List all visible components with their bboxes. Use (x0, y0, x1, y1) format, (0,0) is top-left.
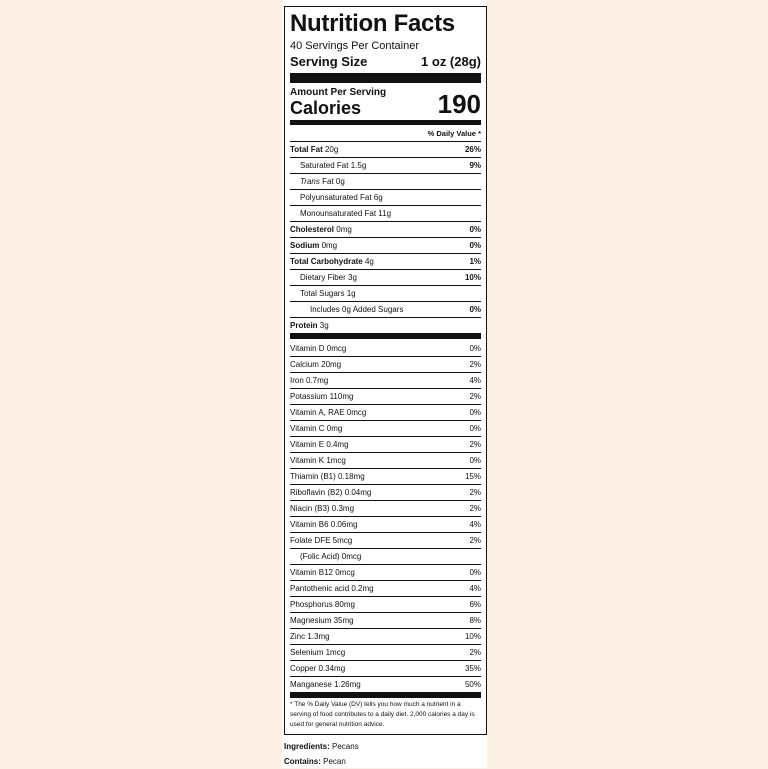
serving-size-row (290, 54, 481, 70)
ingredients-block (284, 739, 484, 769)
nutrition-facts-panel (284, 6, 487, 735)
nutrient-amount: Includes 0g Added Sugars (310, 305, 404, 314)
vitamin-mineral-row (290, 501, 481, 517)
vitamin-mineral-row (290, 533, 481, 549)
nutrient-daily-value: 0% (469, 305, 481, 314)
nutrient-row (290, 158, 481, 174)
nutrient-name (290, 286, 356, 301)
vitamin-mineral-name: Vitamin A, RAE 0mcg (290, 408, 367, 417)
nutrient-daily-value: 9% (469, 161, 481, 170)
vitamin-mineral-name: Vitamin C 0mg (290, 424, 343, 433)
nutrient-row (290, 270, 481, 286)
nutrient-name-italic: Trans (300, 177, 320, 186)
vitamin-mineral-row (290, 581, 481, 597)
vitamin-mineral-row (290, 629, 481, 645)
vitamin-mineral-row (290, 677, 481, 692)
servings-per-container: 40 Servings Per Container (290, 40, 420, 52)
nutrient-name (290, 254, 374, 269)
vitamin-mineral-row (290, 389, 481, 405)
vitamin-mineral-daily-value: 4% (469, 584, 481, 593)
vitamin-mineral-name: Zinc 1.3mg (290, 632, 330, 641)
panel-title: Nutrition Facts (290, 10, 455, 37)
nutrient-row (290, 190, 481, 206)
vitamin-mineral-daily-value: 4% (469, 520, 481, 529)
nutrient-name-bold: Protein (290, 321, 318, 330)
nutrient-row (290, 142, 481, 158)
amount-per-serving: Amount Per Serving (290, 87, 387, 98)
ingredients-value: Pecans (329, 742, 359, 751)
contains-value: Pecan (320, 757, 346, 766)
vitamin-mineral-row (290, 613, 481, 629)
vitamin-mineral-row (290, 453, 481, 469)
nutrient-amount: Saturated Fat 1.5g (300, 161, 367, 170)
nutrient-name (290, 238, 337, 253)
serving-size-label: Serving Size (290, 54, 368, 69)
vitamin-mineral-name: Niacin (B3) 0.3mg (290, 504, 355, 513)
vitamin-mineral-daily-value: 2% (469, 648, 481, 657)
vitamin-mineral-daily-value: 4% (469, 376, 481, 385)
vitamin-mineral-name: Iron 0.7mg (290, 376, 329, 385)
nutrient-amount: Fat 0g (319, 177, 345, 186)
nutrient-daily-value: 1% (469, 257, 481, 266)
vitamin-mineral-row (290, 549, 481, 565)
vitamin-mineral-name: (Folic Acid) 0mcg (300, 552, 362, 561)
calories-label: Calories (290, 98, 362, 118)
nutrient-amount: Dietary Fiber 3g (300, 273, 357, 282)
vitamin-mineral-row (290, 645, 481, 661)
ingredients-line (284, 739, 484, 754)
daily-value-header: % Daily Value * (290, 127, 481, 142)
contains-line (284, 754, 484, 769)
micronutrient-list (290, 341, 481, 692)
vitamin-mineral-daily-value: 0% (469, 568, 481, 577)
nutrient-row (290, 206, 481, 222)
nutrient-name (290, 318, 329, 333)
vitamin-mineral-daily-value: 50% (464, 680, 481, 689)
calories-row (290, 87, 481, 118)
vitamin-mineral-daily-value: 2% (469, 536, 481, 545)
nutrient-name (290, 174, 345, 189)
vitamin-mineral-daily-value: 2% (469, 440, 481, 449)
nutrient-row (290, 318, 481, 333)
vitamin-mineral-daily-value: 35% (464, 664, 481, 673)
nutrient-name-bold: Total Carbohydrate (290, 257, 363, 266)
vitamin-mineral-name: Pantothenic acid 0.2mg (290, 584, 374, 593)
vitamin-mineral-row (290, 421, 481, 437)
vitamin-mineral-daily-value: 2% (469, 360, 481, 369)
vitamin-mineral-name: Thiamin (B1) 0.18mg (290, 472, 365, 481)
macronutrient-list (290, 142, 481, 333)
vitamin-mineral-name: Calcium 20mg (290, 360, 342, 369)
vitamin-mineral-daily-value: 2% (469, 392, 481, 401)
nutrient-name (290, 222, 352, 237)
nutrient-daily-value: 26% (464, 145, 481, 154)
nutrient-amount: Polyunsaturated Fat 6g (300, 193, 383, 202)
nutrient-amount: Total Sugars 1g (300, 289, 356, 298)
vitamin-mineral-daily-value: 6% (469, 600, 481, 609)
ingredients-label: Ingredients: (284, 742, 330, 751)
vitamin-mineral-name: Vitamin K 1mcg (290, 456, 346, 465)
nutrient-name (290, 206, 391, 221)
nutrient-row (290, 302, 481, 318)
vitamin-mineral-daily-value: 10% (464, 632, 481, 641)
vitamin-mineral-row (290, 597, 481, 613)
calories-value: 190 (437, 89, 481, 119)
nutrient-daily-value: 10% (464, 273, 481, 282)
divider-macro (290, 333, 481, 339)
daily-value-footnote: * The % Daily Value (DV) tells you how much a nutrient in a serving of food contributes to a daily diet. 2,000 calories a day is used for general nutrition advice. (290, 701, 475, 728)
nutrient-amount: 20g (322, 145, 339, 154)
vitamin-mineral-daily-value: 0% (469, 456, 481, 465)
nutrient-row (290, 174, 481, 190)
vitamin-mineral-name: Copper 0.34mg (290, 664, 346, 673)
vitamin-mineral-row (290, 405, 481, 421)
vitamin-mineral-name: Riboflavin (B2) 0.04mg (290, 488, 372, 497)
nutrient-row (290, 286, 481, 302)
vitamin-mineral-row (290, 341, 481, 357)
vitamin-mineral-name: Selenium 1mcg (290, 648, 346, 657)
vitamin-mineral-name: Potassium 110mg (290, 392, 354, 401)
vitamin-mineral-row (290, 469, 481, 485)
nutrient-amount: 3g (317, 321, 329, 330)
vitamin-mineral-daily-value: 15% (464, 472, 481, 481)
vitamin-mineral-daily-value: 2% (469, 488, 481, 497)
nutrient-name (290, 158, 366, 173)
vitamin-mineral-name: Phosphorus 80mg (290, 600, 355, 609)
nutrient-name (290, 270, 357, 285)
nutrient-row (290, 254, 481, 270)
vitamin-mineral-name: Vitamin D 0mcg (290, 344, 347, 353)
vitamin-mineral-row (290, 485, 481, 501)
contains-label: Contains: (284, 757, 321, 766)
nutrient-amount: 0mg (319, 241, 338, 250)
vitamin-mineral-row (290, 437, 481, 453)
vitamin-mineral-row (290, 661, 481, 677)
divider-medium (290, 120, 481, 125)
vitamin-mineral-daily-value: 8% (469, 616, 481, 625)
vitamin-mineral-row (290, 517, 481, 533)
vitamin-mineral-name: Vitamin B6 0.06mg (290, 520, 358, 529)
nutrient-row (290, 222, 481, 238)
vitamin-mineral-daily-value: 0% (469, 344, 481, 353)
vitamin-mineral-daily-value: 0% (469, 408, 481, 417)
divider-thick (290, 73, 481, 83)
vitamin-mineral-daily-value: 0% (469, 424, 481, 433)
nutrient-name-bold: Sodium (290, 241, 320, 250)
vitamin-mineral-name: Manganese 1.26mg (290, 680, 361, 689)
vitamin-mineral-row (290, 565, 481, 581)
vitamin-mineral-row (290, 373, 481, 389)
vitamin-mineral-name: Vitamin E 0.4mg (290, 440, 349, 449)
nutrient-daily-value: 0% (469, 241, 481, 250)
nutrient-row (290, 238, 481, 254)
nutrient-name (290, 302, 403, 317)
nutrient-name-bold: Cholesterol (290, 225, 335, 234)
vitamin-mineral-row (290, 357, 481, 373)
nutrient-name-bold: Total Fat (290, 145, 323, 154)
nutrient-daily-value: 0% (469, 225, 481, 234)
nutrient-amount: 4g (362, 257, 374, 266)
serving-size-value: 1 oz (28g) (421, 54, 481, 69)
nutrient-amount: Monounsaturated Fat 11g (300, 209, 392, 218)
nutrient-name (290, 190, 383, 205)
nutrient-amount: 0mg (334, 225, 352, 234)
nutrient-name (290, 142, 338, 157)
vitamin-mineral-name: Vitamin B12 0mcg (290, 568, 355, 577)
vitamin-mineral-name: Magnesium 35mg (290, 616, 354, 625)
vitamin-mineral-name: Folate DFE 5mcg (290, 536, 353, 545)
vitamin-mineral-daily-value: 2% (469, 504, 481, 513)
